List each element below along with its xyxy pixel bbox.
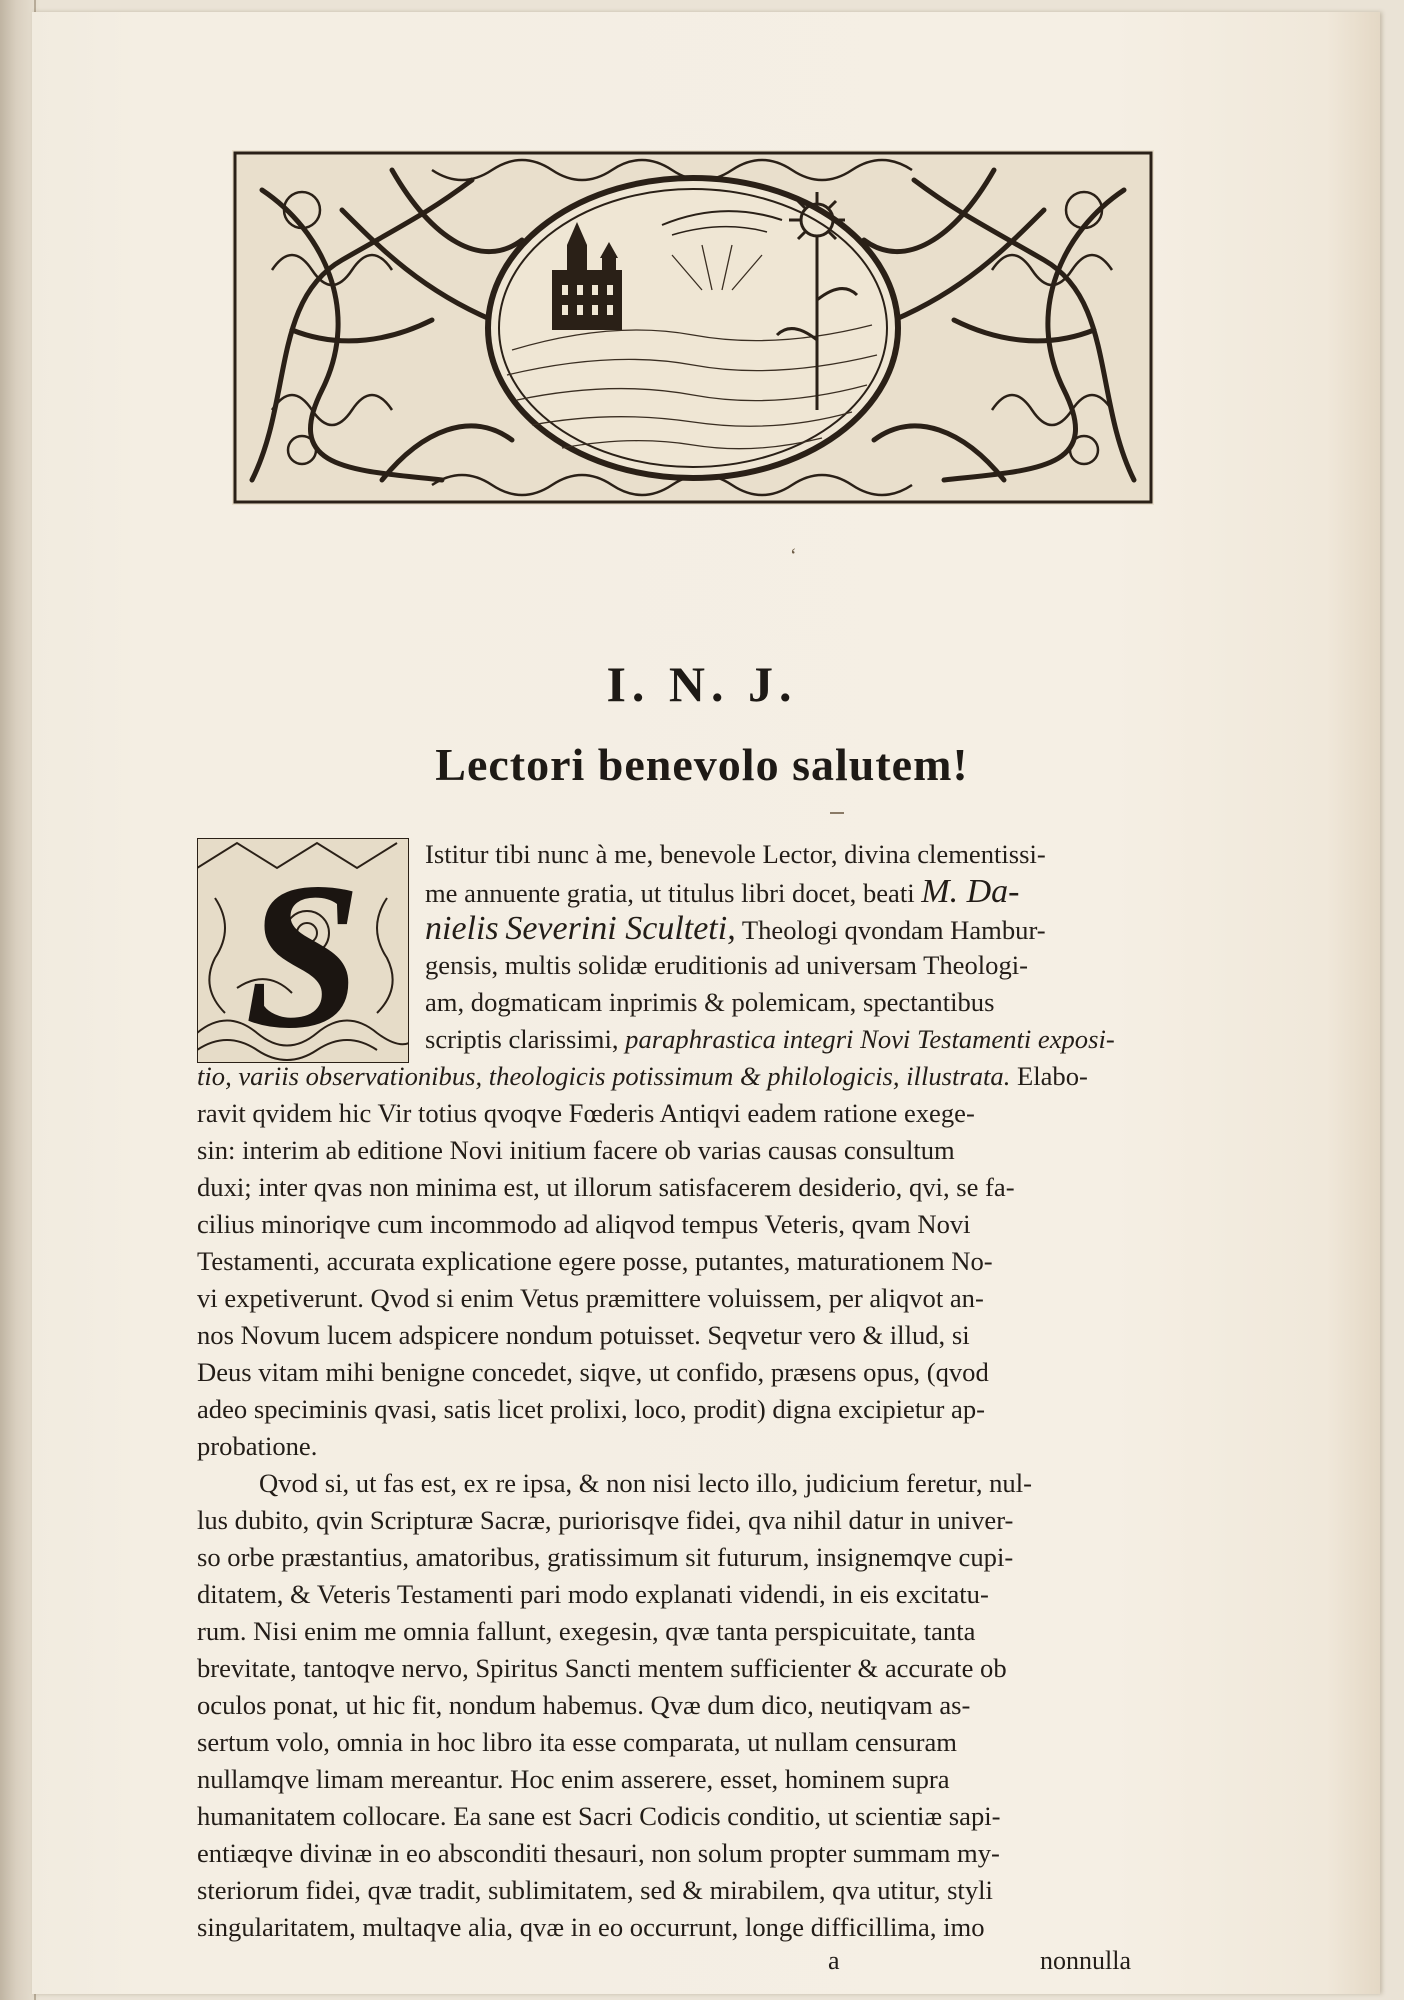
- text-line: lus dubito, qvin Scripturæ Sacræ, puriorisqve fidei, qva nihil datur in univer-: [197, 1505, 1014, 1535]
- divider-dash: [830, 812, 844, 814]
- author-name-italic: M. Da-: [921, 873, 1020, 910]
- initial-letter: S: [244, 840, 362, 1063]
- monogram-heading: I. N. J.: [606, 656, 798, 712]
- salutation-heading: Lectori benevolo salutem!: [435, 739, 969, 790]
- text-line: steriorum fidei, qvæ tradit, sublimitatem, sed & mirabilem, qva utitur, styli: [197, 1875, 993, 1905]
- text-line: gensis, multis solidæ eruditionis ad universam Theologi-: [425, 950, 1028, 980]
- text-line: cilius minoriqve cum incommodo ad aliqvod tempus Veteris, qvam Novi: [197, 1209, 971, 1239]
- text-line: oculos ponat, ut hic fit, nondum habemus. Qvæ dum dico, neutiqvam as-: [197, 1690, 971, 1720]
- text-line: singularitatem, multaqve alia, qvæ in eo occurrunt, longe difficillima, imo: [197, 1912, 985, 1942]
- text-line: Testamenti, accurata explicatione egere posse, putantes, maturationem No-: [197, 1246, 993, 1276]
- text-line: ditatem, & Veteris Testamenti pari modo explanati videndi, in eis excitatu-: [197, 1579, 989, 1609]
- text-line: nos Novum lucem adspicere nondum potuisset. Seqvetur vero & illud, si: [197, 1320, 970, 1350]
- text-line: Istitur tibi nunc à me, benevole Lector, divina clementissi-: [425, 839, 1046, 869]
- text-line: nullamqve limam mereantur. Hoc enim asserere, esset, hominem supra: [197, 1764, 950, 1794]
- text-line: humanitatem collocare. Ea sane est Sacri Codicis conditio, ut scientiæ sapi-: [197, 1801, 1001, 1831]
- text-line: scriptis clarissimi, paraphrastica integri Novi Testamenti exposi-: [425, 1024, 1115, 1054]
- text-line: nielis Severini Sculteti, Theologi qvondam Hambur-: [425, 910, 1046, 947]
- text-line: ravit qvidem hic Vir totius qvoqve Fœderis Antiqvi eadem ratione exege-: [197, 1098, 975, 1128]
- text-line: sin: interim ab editione Novi initium facere ob varias causas consultum: [197, 1135, 955, 1165]
- stray-mark: ‘: [790, 545, 797, 567]
- text-line: Deus vitam mihi benigne concedet, siqve, ut confido, præsens opus, (qvod: [197, 1357, 989, 1387]
- text-line: probatione.: [197, 1431, 318, 1461]
- woodcut-headpiece: [232, 150, 1154, 505]
- catchword: nonnulla: [1040, 1946, 1131, 1975]
- text-line: am, dogmaticam inprimis & polemicam, spectantibus: [425, 987, 995, 1017]
- text-line: entiæqve divinæ in eo absconditi thesauri, non solum propter summam my-: [197, 1838, 1000, 1868]
- text-line: tio, variis observationibus, theologicis potissimum & philologicis, illustrata. Elabo-: [197, 1061, 1088, 1091]
- text-line: rum. Nisi enim me omnia fallunt, exegesin, qvæ tanta perspicuitate, tanta: [197, 1616, 976, 1646]
- text-line: me annuente gratia, ut titulus libri docet, beati M. Da-: [425, 873, 1020, 910]
- text-line: vi expetiverunt. Qvod si enim Vetus præmittere voluissem, per aliqvot an-: [197, 1283, 984, 1313]
- text-line: so orbe præstantius, amatoribus, gratissimum sit futurum, insignemqve cupi-: [197, 1542, 1014, 1572]
- signature-mark: a: [828, 1946, 840, 1975]
- text-line: brevitate, tantoqve nervo, Spiritus Sancti mentem sufficienter & accurate ob: [197, 1653, 1007, 1683]
- text-line: sertum volo, omnia in hoc libro ita esse comparata, ut nullam censuram: [197, 1727, 957, 1757]
- body-text: [197, 836, 1190, 1946]
- text-line: duxi; inter qvas non minima est, ut illorum satisfacerem desiderio, qvi, se fa-: [197, 1172, 1015, 1202]
- text-line: adeo speciminis qvasi, satis licet prolixi, loco, prodit) digna excipietur ap-: [197, 1394, 986, 1424]
- text-line: Qvod si, ut fas est, ex re ipsa, & non nisi lecto illo, judicium feretur, nul-: [259, 1468, 1032, 1498]
